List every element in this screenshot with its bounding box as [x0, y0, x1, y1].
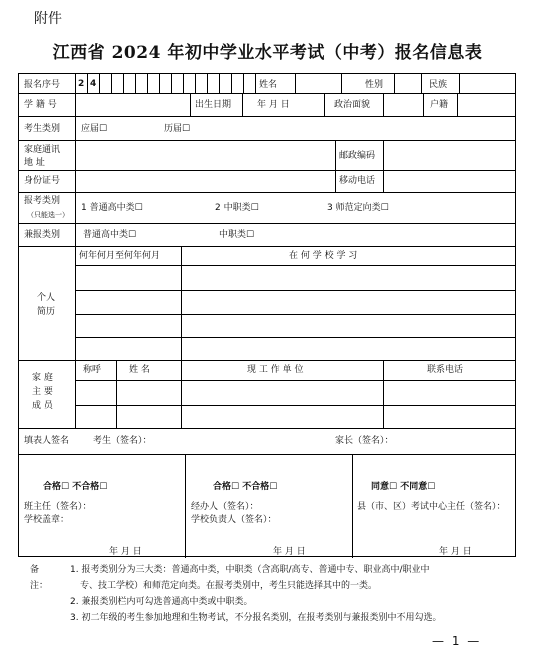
candidate-category-label: 考生类别: [24, 124, 61, 134]
resume-label: 简历: [37, 307, 56, 317]
address-label: 地 址: [24, 158, 45, 168]
household-label: 户籍: [430, 100, 449, 110]
resume-school-header: 在 何 学 校 学 习: [289, 251, 358, 261]
registration-form: [18, 73, 516, 557]
school-stamp: 学校盖章：: [24, 515, 70, 525]
handler-signature: 经办人（签名）：: [191, 502, 259, 512]
mobile-label: 移动电话: [339, 176, 376, 186]
member-name-header: 姓 名: [129, 365, 150, 375]
family-label: 家 庭: [32, 373, 53, 383]
phone-header: 联系电话: [427, 365, 464, 375]
general-high-school-checkbox[interactable]: 1 普通高中类☐: [81, 203, 143, 213]
current-graduate-checkbox[interactable]: 应届☐: [81, 124, 108, 134]
concurrent-category-label: 兼报类别: [24, 230, 61, 240]
concurrent-vocational-checkbox[interactable]: 中职类☐: [219, 230, 255, 240]
note-item: 3. 初二年级的考生参加地理和生物考试，不分报名类别，在报考类别与兼报类别中不用勾选。: [70, 613, 442, 623]
review-date: 年 月 日: [273, 547, 306, 557]
political-status-label: 政治面貌: [334, 100, 371, 110]
resume-period-header: 何年何月至何年何月: [79, 251, 161, 261]
attachment-label: 附件: [34, 11, 62, 27]
student-id-label: 学 籍 号: [24, 100, 57, 110]
filler-signature-label: 填表人签名: [24, 436, 70, 446]
name-label: 姓名: [259, 80, 278, 90]
concurrent-high-school-checkbox[interactable]: 普通高中类☐: [83, 230, 137, 240]
school-review-result[interactable]: 合格☐ 不合格☐: [213, 482, 278, 492]
birth-date-field: 年 月 日: [257, 100, 290, 110]
note-item: 专、技工学校）和师范定向类。在报考类别中，考生只能选择其中的一类。: [80, 581, 378, 591]
resume-label: 个人: [37, 293, 56, 303]
seq-digit: 4: [90, 79, 97, 89]
exam-category-note: （只能选一）: [27, 211, 69, 219]
page-number: — 1 —: [432, 634, 482, 648]
seq-digit: 2: [78, 79, 85, 89]
previous-graduate-checkbox[interactable]: 历届☐: [164, 124, 191, 134]
exam-category-label: 报考类别: [24, 196, 61, 206]
gender-label: 性别: [365, 80, 384, 90]
form-title: 江西省 2024 年初中学业水平考试（中考）报名信息表: [52, 43, 483, 63]
county-review-result[interactable]: 同意☐ 不同意☐: [371, 482, 436, 492]
review-date: 年 月 日: [439, 547, 472, 557]
birth-date-label: 出生日期: [195, 100, 232, 110]
address-label: 家庭通讯: [24, 145, 61, 155]
ethnicity-label: 民族: [429, 80, 448, 90]
notes-label: 备注：: [30, 565, 49, 591]
school-principal-signature: 学校负责人（签名）：: [191, 515, 277, 525]
note-item: 2. 兼报类别栏内可勾选普通高中类或中职类。: [70, 597, 253, 607]
seq-label: 报名序号: [24, 80, 61, 90]
class-teacher-signature: 班主任（签名）：: [24, 502, 92, 512]
family-label: 主 要: [32, 387, 53, 397]
id-number-label: 身份证号: [24, 176, 61, 186]
postcode-label: 邮政编码: [339, 151, 376, 161]
family-label: 成 员: [32, 401, 53, 411]
review-date: 年 月 日: [109, 547, 142, 557]
parent-signature: 家长（签名）：: [335, 436, 394, 446]
student-signature: 考生（签名）：: [93, 436, 152, 446]
county-director-signature: 县（市、区）考试中心主任（签名）：: [357, 502, 506, 512]
relation-header: 称呼: [83, 365, 102, 375]
vocational-checkbox[interactable]: 2 中职类☐: [215, 203, 259, 213]
normal-school-checkbox[interactable]: 3 师范定向类☐: [327, 203, 389, 213]
note-item: 1. 报考类别分为三大类：普通高中类，中职类（含高职/高专、普通中专、职业高中/职业中: [70, 565, 430, 575]
class-review-result[interactable]: 合格☐ 不合格☐: [43, 482, 108, 492]
work-unit-header: 现 工 作 单 位: [247, 365, 304, 375]
